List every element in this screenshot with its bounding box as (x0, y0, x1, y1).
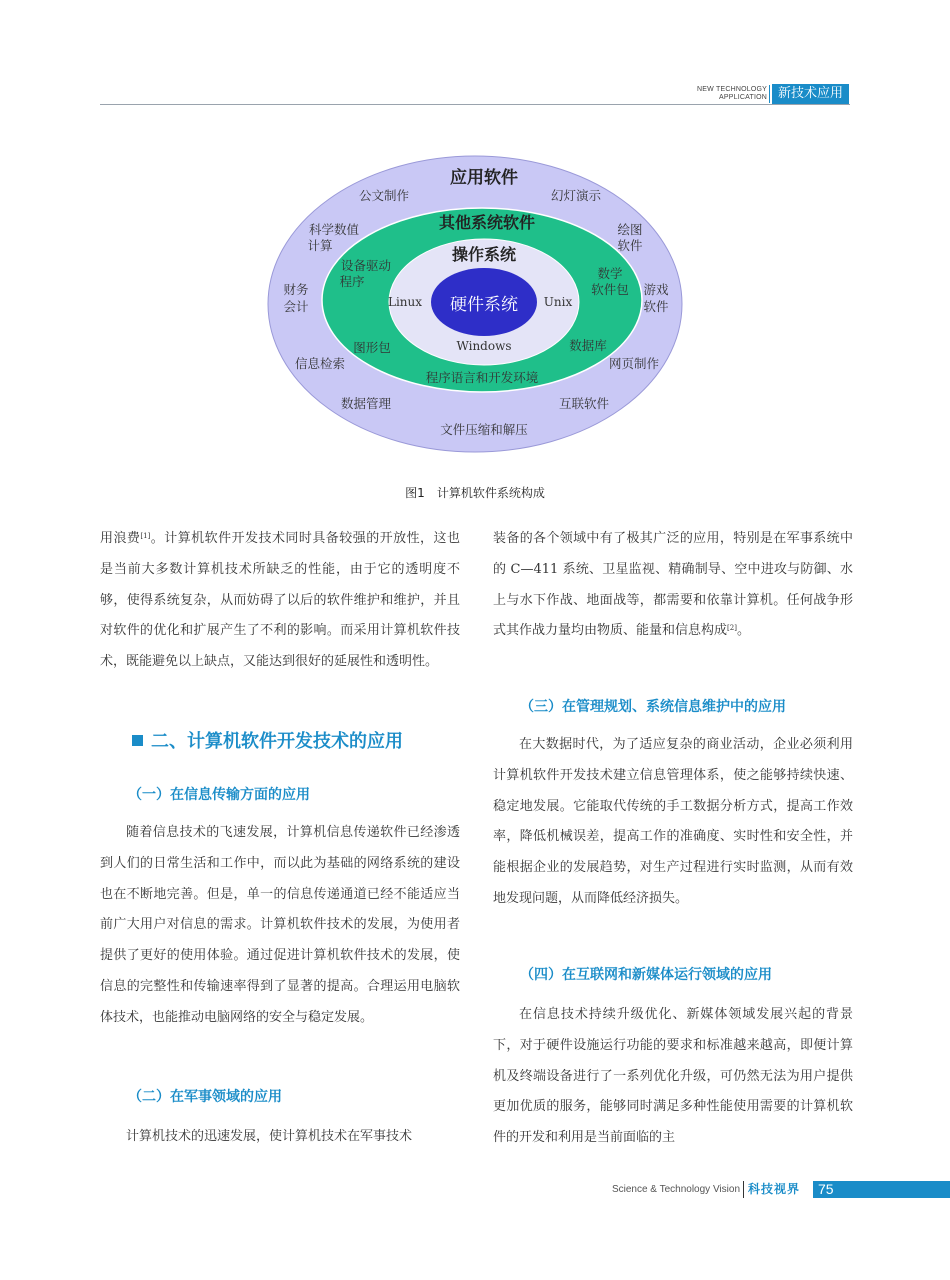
square-bullet-icon (132, 735, 143, 746)
section-heading: 二、计算机软件开发技术的应用 (132, 727, 403, 753)
core-label: 硬件系统 (450, 295, 518, 315)
right-column (493, 524, 853, 647)
paragraph: 随着信息技术的飞速发展，计算机信息传递软件已经渗透到人们的日常生活和工作中，而以此为基础的网络系统的建设也在不断地完善。但是，单一的信息传递通道已经不能适应当前广大用户对信息的需求。计算机软件技术的发展，为使用者提供了更好的使用体验。通过促进计算机软件技术的发展，使信息的完整性和传输速率得到了显著的提高。合理运用电脑软体技术，也能推动电脑网络的安全与稳定发展。 (100, 825, 460, 1025)
outer-item: 互联软件 (558, 396, 610, 411)
outer-item: 文件压缩和解压 (440, 422, 528, 437)
footer-separator (743, 1181, 744, 1198)
middle-item: 数据库 (569, 338, 607, 353)
journal-column-en: NEW TECHNOLOGY APPLICATION (697, 86, 767, 101)
outer-item: 科学数值 (308, 222, 360, 237)
caption-label: 图1 (405, 486, 425, 500)
subsection-heading: （三）在管理规划、系统信息维护中的应用 (520, 699, 786, 715)
figure-caption (0, 484, 950, 501)
subsection-heading: （一）在信息传输方面的应用 (128, 787, 310, 803)
outer-item: 公文制作 (358, 188, 410, 203)
outer-title: 应用软件 (450, 168, 518, 188)
software-system-diagram (262, 152, 688, 462)
outer-item: 计算 (307, 238, 333, 253)
os-item: Unix (543, 295, 573, 309)
outer-item: 信息检索 (294, 356, 346, 371)
os-item: Linux (387, 295, 423, 309)
outer-item: 绘图 (617, 222, 643, 237)
paragraph: 装备的各个领域中有了极其广泛的应用，特别是在军事系统中的 C—411 系统、卫星监视、精确制导、空中进攻与防御、水上与水下作战、地面战等，都需要和依靠计算机。任何战争形式其作战力量均由物质、能量和信息构成[2]。 (493, 531, 853, 639)
middle-item: 图形包 (353, 340, 391, 355)
paragraph: 用浪费[1]。计算机软件开发技术同时具备较强的开放性，这也是当前大多数计算机技术所缺乏的性能，由于它的透明度不够，使得系统复杂，从而妨碍了以后的软件维护和维护，并且对软件的优化和扩展产生了不利的影响。而采用计算机软件技术，既能避免以上缺点，又能达到很好的延展性和透明性。 (100, 531, 460, 670)
middle-title: 其他系统软件 (438, 213, 536, 232)
header-separator (769, 85, 770, 103)
left-column-body (100, 818, 460, 1034)
paragraph: 计算机技术的迅速发展，使计算机技术在军事技术 (126, 1129, 413, 1144)
subsection-heading: （二）在军事领域的应用 (128, 1089, 282, 1105)
outer-item: 幻灯演示 (550, 188, 602, 203)
middle-item: 程序 (339, 274, 365, 289)
middle-item: 设备驱动 (340, 258, 392, 273)
subsection-heading: （四）在互联网和新媒体运行领域的应用 (520, 967, 772, 983)
header-rule (100, 104, 850, 105)
outer-item: 数据管理 (340, 396, 392, 411)
left-column-tail (100, 1122, 460, 1153)
caption-text: 计算机软件系统构成 (436, 486, 545, 500)
left-column (100, 524, 460, 678)
column-label: 新技术应用 (772, 84, 849, 104)
citation-ref: [2] (727, 624, 737, 633)
middle-item: 数学 (597, 266, 623, 281)
right-column-tail (493, 1000, 853, 1154)
journal-name-cn: 科技视界 (748, 1182, 801, 1196)
citation-ref: [1] (140, 532, 151, 540)
outer-item: 游戏 (643, 282, 669, 297)
middle-item: 程序语言和开发环境 (425, 370, 539, 385)
inner-title: 操作系统 (451, 245, 517, 264)
journal-name-en: Science & Technology Vision (611, 1184, 740, 1195)
outer-item: 会计 (283, 299, 309, 314)
os-item: Windows (456, 339, 512, 353)
right-column-body (493, 730, 853, 915)
outer-item: 网页制作 (608, 356, 660, 371)
paragraph: 在信息技术持续升级优化、新媒体领域发展兴起的背景下，对于硬件设施运行功能的要求和标准越来越高，即便计算机及终端设备进行了一系列优化升级，可仍然无法为用户提供更加优质的服务，能够同时满足多种性能使用需要的计算机软件的开发和利用是当前面临的主 (493, 1007, 853, 1146)
outer-item: 软件 (643, 299, 669, 314)
outer-item: 软件 (617, 238, 643, 253)
middle-item: 软件包 (591, 282, 629, 297)
page-number: 75 (818, 1181, 834, 1197)
outer-item: 财务 (283, 282, 309, 297)
paragraph: 在大数据时代，为了适应复杂的商业活动，企业必须利用计算机软件开发技术建立信息管理体系，使之能够持续快速、稳定地发展。它能取代传统的手工数据分析方式，提高工作效率，降低机械误差，提高工作的准确度、实时性和安全性，并能根据企业的发展趋势，对生产过程进行实时监测，从而有效地发现问题，从而降低经济损失。 (493, 737, 853, 906)
